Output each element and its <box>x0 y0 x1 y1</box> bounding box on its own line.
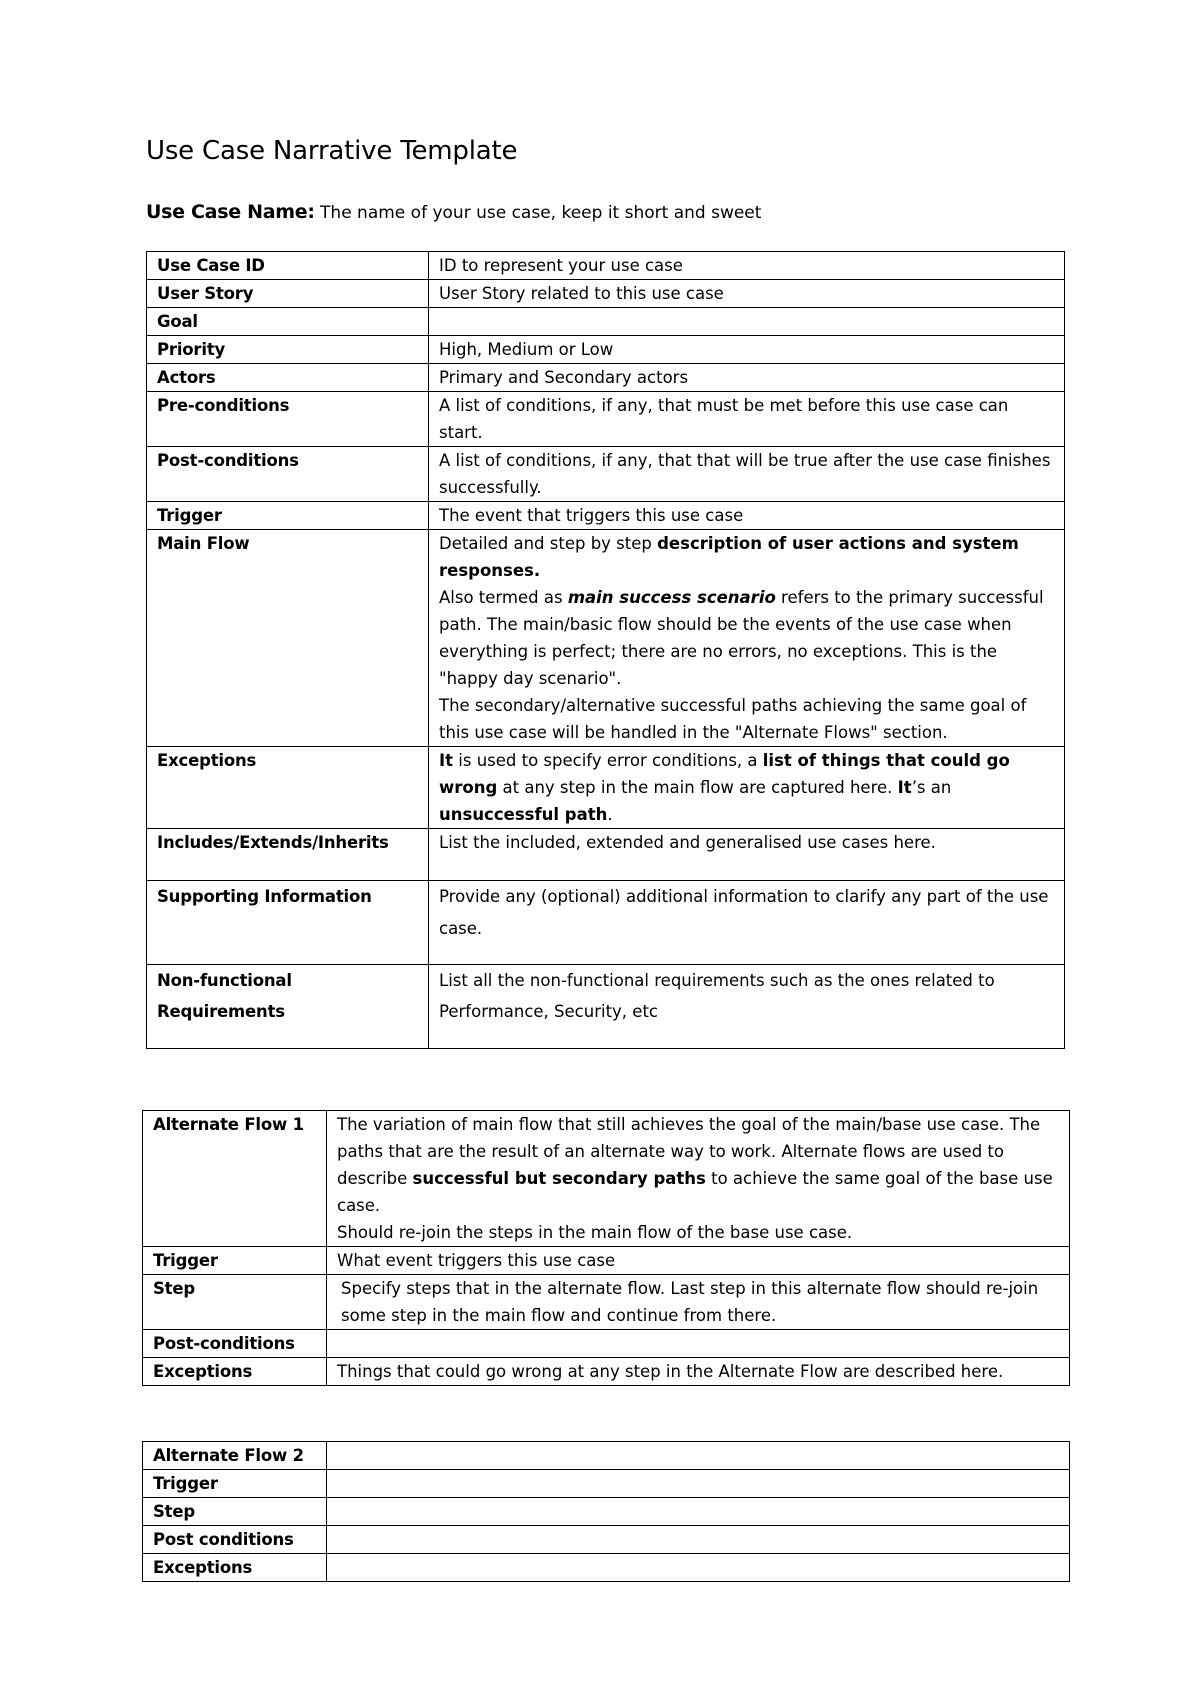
alt-flow-paragraph: Should re-join the steps in the main flow of the base use case. <box>337 1223 853 1242</box>
row-label: Step <box>143 1498 327 1526</box>
use-case-name-label: Use Case Name: <box>146 201 315 223</box>
row-value <box>327 1526 1070 1554</box>
main-flow-paragraph <box>439 584 1054 692</box>
row-label: Exceptions <box>147 747 429 829</box>
row-value <box>327 1111 1070 1247</box>
row-label: Pre-conditions <box>147 392 429 447</box>
row-value: User Story related to this use case <box>429 280 1065 308</box>
text-run-bold: list of things that could go wrong <box>439 751 1010 797</box>
table-row <box>147 364 1065 392</box>
row-label: Goal <box>147 308 429 336</box>
text-run: Also termed as <box>439 588 568 607</box>
table-row <box>143 1526 1070 1554</box>
row-value: Provide any (optional) additional information to clarify any part of the use case. <box>429 881 1065 965</box>
main-flow-paragraph: The secondary/alternative successful paths achieving the same goal of this use case will be handled in the "Alternate Flows" section. <box>439 696 1027 742</box>
row-label: Trigger <box>143 1470 327 1498</box>
row-label: Trigger <box>147 502 429 530</box>
table-row <box>147 502 1065 530</box>
text-run: . <box>607 805 613 824</box>
table-row <box>143 1247 1070 1275</box>
table-row <box>147 280 1065 308</box>
text-run: Detailed and step by step <box>439 534 658 553</box>
table-row <box>147 530 1065 747</box>
row-value <box>429 530 1065 747</box>
table-row <box>143 1554 1070 1582</box>
alt-flow-paragraph <box>337 1111 1059 1219</box>
text-run: The variation of main flow that still achieves the goal of the main/base use case. The paths that are the result of an alternate way to work. Alternate flows are used to describe <box>337 1115 1041 1188</box>
row-value: List all the non-functional requirements such as the ones related to Performance, Security, etc <box>429 965 1065 1049</box>
table-row <box>147 829 1065 881</box>
table-row <box>143 1442 1070 1470</box>
table-row <box>147 392 1065 447</box>
row-label: Supporting Information <box>147 881 429 965</box>
row-label: Post-conditions <box>147 447 429 502</box>
row-value <box>327 1498 1070 1526</box>
table-row <box>147 747 1065 829</box>
row-value: What event triggers this use case <box>327 1247 1070 1275</box>
row-value <box>327 1554 1070 1582</box>
row-value: Things that could go wrong at any step in the Alternate Flow are described here. <box>327 1358 1070 1386</box>
row-label: Post conditions <box>143 1526 327 1554</box>
text-run-bold: It <box>897 778 912 797</box>
row-value <box>429 747 1065 829</box>
row-label: Post-conditions <box>143 1330 327 1358</box>
row-value: High, Medium or Low <box>429 336 1065 364</box>
table-row <box>147 308 1065 336</box>
text-run-bold: unsuccessful path <box>439 805 608 824</box>
text-run-bold: description of user actions and system responses. <box>439 534 1019 580</box>
row-label: Actors <box>147 364 429 392</box>
text-run: is used to specify error conditions, a <box>453 751 763 770</box>
alternate-flow-2-table <box>142 1441 1070 1582</box>
table-row <box>147 965 1065 1049</box>
row-label: Non-functional Requirements <box>147 965 429 1049</box>
row-label: Trigger <box>143 1247 327 1275</box>
table-row <box>143 1330 1070 1358</box>
table-row <box>143 1358 1070 1386</box>
row-value <box>327 1442 1070 1470</box>
text-run-bold-italic: main success scenario <box>567 588 776 607</box>
text-run: to achieve the same goal of the base use case. <box>337 1169 1053 1215</box>
table-row <box>147 336 1065 364</box>
row-value <box>327 1470 1070 1498</box>
page-title: Use Case Narrative Template <box>146 136 518 166</box>
row-value: A list of conditions, if any, that that will be true after the use case finishes successfully. <box>429 447 1065 502</box>
table-row <box>143 1275 1070 1330</box>
row-label: Exceptions <box>143 1554 327 1582</box>
table-row <box>143 1498 1070 1526</box>
row-label: Includes/Extends/Inherits <box>147 829 429 881</box>
table-row <box>147 881 1065 965</box>
row-label: Use Case ID <box>147 252 429 280</box>
row-value: Primary and Secondary actors <box>429 364 1065 392</box>
text-run: ’s an <box>911 778 952 797</box>
row-label: Priority <box>147 336 429 364</box>
row-label: Step <box>143 1275 327 1330</box>
table-row <box>143 1470 1070 1498</box>
table-row <box>147 447 1065 502</box>
row-value: A list of conditions, if any, that must be met before this use case can start. <box>429 392 1065 447</box>
row-value: Specify steps that in the alternate flow. Last step in this alternate flow should re-join some step in the main flow and continue from there. <box>327 1275 1070 1330</box>
table-row <box>147 252 1065 280</box>
main-flow-paragraph <box>439 530 1054 584</box>
text-run-bold: successful but secondary paths <box>412 1169 706 1188</box>
text-run-bold: It <box>439 751 454 770</box>
row-value: List the included, extended and generalised use cases here. <box>429 829 1065 881</box>
use-case-name-line <box>146 201 761 224</box>
row-value <box>429 308 1065 336</box>
row-label: Exceptions <box>143 1358 327 1386</box>
text-run: refers to the primary successful path. The main/basic flow should be the events of the use case when everything is perfect; there are no errors, no exceptions. This is the "happy day scenario". <box>439 588 1044 688</box>
row-value: ID to represent your use case <box>429 252 1065 280</box>
row-value: The event that triggers this use case <box>429 502 1065 530</box>
row-label: User Story <box>147 280 429 308</box>
table-row <box>143 1111 1070 1247</box>
text-run: at any step in the main flow are captured here. <box>497 778 898 797</box>
row-label: Alternate Flow 2 <box>143 1442 327 1470</box>
row-label: Alternate Flow 1 <box>143 1111 327 1247</box>
use-case-table <box>146 251 1065 1049</box>
use-case-name-value: The name of your use case, keep it short and sweet <box>314 203 762 223</box>
row-label: Main Flow <box>147 530 429 747</box>
row-value <box>327 1330 1070 1358</box>
alternate-flow-1-table <box>142 1110 1070 1386</box>
